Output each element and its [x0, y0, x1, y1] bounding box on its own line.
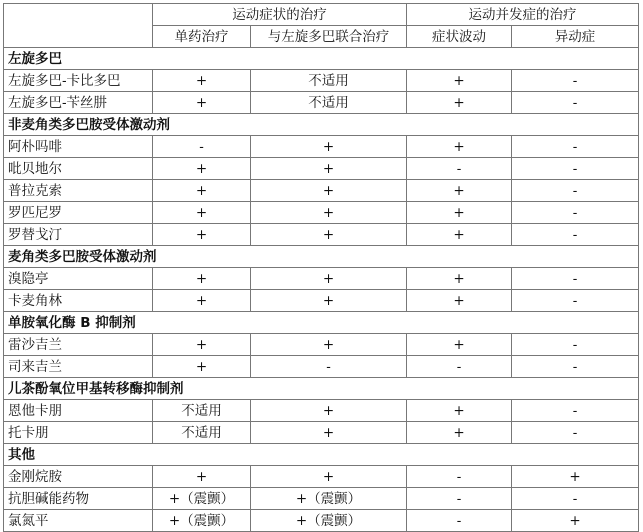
category-label: 非麦角类多巴胺受体激动剂	[4, 114, 639, 136]
dyskinesia-cell: +	[512, 466, 639, 488]
combination-cell: +	[251, 158, 407, 180]
monotherapy-cell: +	[153, 92, 251, 114]
monotherapy-cell: +	[153, 290, 251, 312]
dyskinesia-cell: -	[512, 268, 639, 290]
monotherapy-cell: +	[153, 224, 251, 246]
combination-cell: +	[251, 224, 407, 246]
drug-name: 溴隐亭	[4, 268, 153, 290]
table-row	[4, 290, 639, 312]
drug-name: 卡麦角林	[4, 290, 153, 312]
fluctuation-cell: -	[407, 466, 512, 488]
fluctuation-cell: +	[407, 290, 512, 312]
table-row	[4, 334, 639, 356]
monotherapy-cell: +	[153, 158, 251, 180]
monotherapy-cell: +（震颤）	[153, 510, 251, 532]
combination-cell: -	[251, 356, 407, 378]
header-row-groups	[4, 4, 639, 26]
table-row	[4, 158, 639, 180]
drug-name: 阿朴吗啡	[4, 136, 153, 158]
combination-cell: +	[251, 202, 407, 224]
combination-cell: +	[251, 136, 407, 158]
dyskinesia-cell: -	[512, 202, 639, 224]
header-motor-treatment: 运动症状的治疗	[153, 4, 407, 26]
fluctuation-cell: -	[407, 158, 512, 180]
table-row	[4, 400, 639, 422]
combination-cell: +	[251, 466, 407, 488]
drug-name: 左旋多巴-苄丝肼	[4, 92, 153, 114]
category-row	[4, 114, 639, 136]
table-row	[4, 488, 639, 510]
combination-cell: +	[251, 422, 407, 444]
combination-cell: +（震颤）	[251, 510, 407, 532]
monotherapy-cell: 不适用	[153, 400, 251, 422]
combination-cell: +	[251, 400, 407, 422]
combination-cell: +（震颤）	[251, 488, 407, 510]
drug-name: 托卡朋	[4, 422, 153, 444]
monotherapy-cell: +	[153, 268, 251, 290]
drug-name: 抗胆碱能药物	[4, 488, 153, 510]
category-row	[4, 444, 639, 466]
dyskinesia-cell: +	[512, 510, 639, 532]
table-row	[4, 136, 639, 158]
table-body	[4, 48, 639, 532]
drug-name: 恩他卡朋	[4, 400, 153, 422]
combination-cell: +	[251, 180, 407, 202]
dyskinesia-cell: -	[512, 136, 639, 158]
fluctuation-cell: +	[407, 400, 512, 422]
monotherapy-cell: +（震颤）	[153, 488, 251, 510]
fluctuation-cell: +	[407, 202, 512, 224]
category-label: 左旋多巴	[4, 48, 639, 70]
header-monotherapy: 单药治疗	[153, 26, 251, 48]
dyskinesia-cell: -	[512, 158, 639, 180]
treatment-table	[3, 3, 639, 532]
combination-cell: +	[251, 290, 407, 312]
table-row	[4, 356, 639, 378]
category-label: 麦角类多巴胺受体激动剂	[4, 246, 639, 268]
fluctuation-cell: +	[407, 334, 512, 356]
category-row	[4, 312, 639, 334]
monotherapy-cell: -	[153, 136, 251, 158]
header-combination: 与左旋多巴联合治疗	[251, 26, 407, 48]
table-row	[4, 510, 639, 532]
fluctuation-cell: +	[407, 268, 512, 290]
drug-name: 罗匹尼罗	[4, 202, 153, 224]
drug-name: 氯氮平	[4, 510, 153, 532]
fluctuation-cell: +	[407, 92, 512, 114]
table-header	[4, 4, 639, 48]
table-row	[4, 422, 639, 444]
category-label: 单胺氧化酶 B 抑制剂	[4, 312, 639, 334]
dyskinesia-cell: -	[512, 422, 639, 444]
monotherapy-cell: +	[153, 356, 251, 378]
drug-name: 罗替戈汀	[4, 224, 153, 246]
dyskinesia-cell: -	[512, 290, 639, 312]
drug-name: 金刚烷胺	[4, 466, 153, 488]
table-row	[4, 92, 639, 114]
dyskinesia-cell: -	[512, 356, 639, 378]
table-row	[4, 268, 639, 290]
table-row	[4, 466, 639, 488]
fluctuation-cell: -	[407, 510, 512, 532]
category-label: 其他	[4, 444, 639, 466]
dyskinesia-cell: -	[512, 400, 639, 422]
category-label: 儿茶酚氧位甲基转移酶抑制剂	[4, 378, 639, 400]
fluctuation-cell: +	[407, 70, 512, 92]
combination-cell: 不适用	[251, 92, 407, 114]
fluctuation-cell: +	[407, 136, 512, 158]
category-row	[4, 246, 639, 268]
monotherapy-cell: +	[153, 70, 251, 92]
header-fluctuation: 症状波动	[407, 26, 512, 48]
dyskinesia-cell: -	[512, 334, 639, 356]
fluctuation-cell: +	[407, 180, 512, 202]
header-blank	[4, 4, 153, 48]
table-row	[4, 202, 639, 224]
drug-name: 普拉克索	[4, 180, 153, 202]
header-dyskinesia: 异动症	[512, 26, 639, 48]
drug-name: 吡贝地尔	[4, 158, 153, 180]
monotherapy-cell: +	[153, 180, 251, 202]
dyskinesia-cell: -	[512, 70, 639, 92]
dyskinesia-cell: -	[512, 224, 639, 246]
drug-name: 雷沙吉兰	[4, 334, 153, 356]
drug-name: 司来吉兰	[4, 356, 153, 378]
fluctuation-cell: -	[407, 488, 512, 510]
drug-name: 左旋多巴-卡比多巴	[4, 70, 153, 92]
monotherapy-cell: +	[153, 202, 251, 224]
category-row	[4, 48, 639, 70]
monotherapy-cell: +	[153, 466, 251, 488]
header-complication-treatment: 运动并发症的治疗	[407, 4, 639, 26]
category-row	[4, 378, 639, 400]
fluctuation-cell: +	[407, 422, 512, 444]
monotherapy-cell: +	[153, 334, 251, 356]
combination-cell: 不适用	[251, 70, 407, 92]
fluctuation-cell: -	[407, 356, 512, 378]
table-row	[4, 180, 639, 202]
table-row	[4, 70, 639, 92]
dyskinesia-cell: -	[512, 180, 639, 202]
dyskinesia-cell: -	[512, 488, 639, 510]
fluctuation-cell: +	[407, 224, 512, 246]
table-row	[4, 224, 639, 246]
dyskinesia-cell: -	[512, 92, 639, 114]
monotherapy-cell: 不适用	[153, 422, 251, 444]
combination-cell: +	[251, 268, 407, 290]
combination-cell: +	[251, 334, 407, 356]
